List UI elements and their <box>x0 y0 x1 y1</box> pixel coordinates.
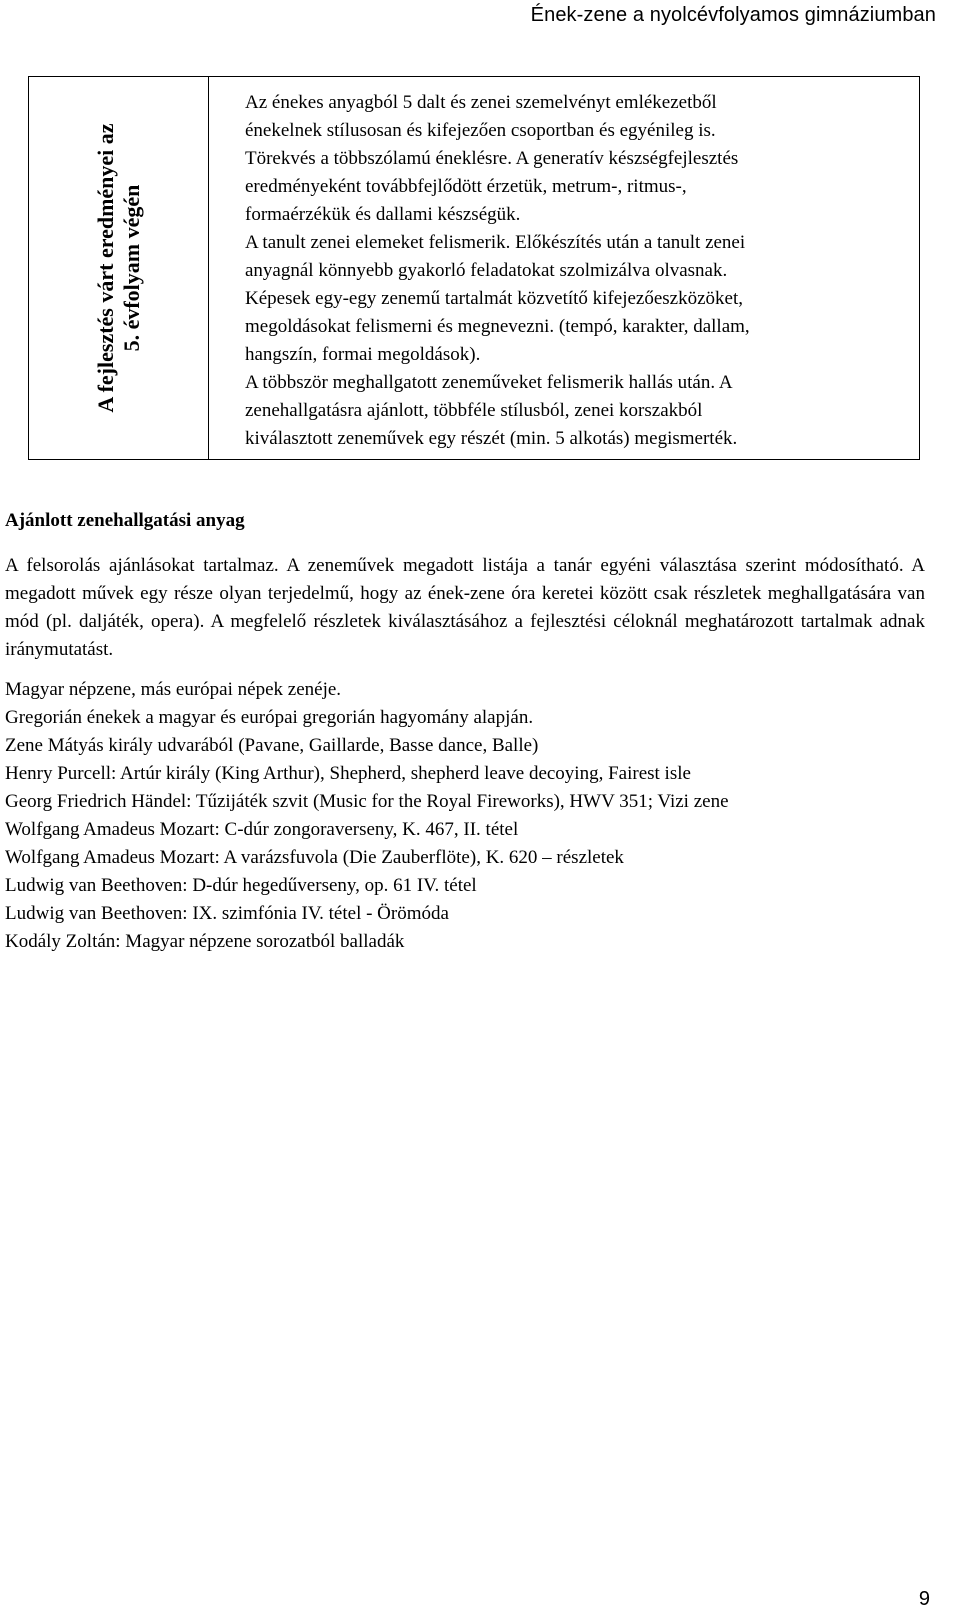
works-list <box>5 676 925 956</box>
page-number: 9 <box>918 1588 930 1610</box>
outcomes-table <box>28 76 920 460</box>
outcome-line: hangszín, formai megoldások). <box>245 344 481 365</box>
outcomes-label-line-2: 5. évfolyam végén <box>118 184 144 352</box>
outcome-line: A tanult zenei elemeket felismerik. Előkészítés után a tanult zenei <box>245 232 746 253</box>
outcome-line: Képesek egy-egy zenemű tartalmát közvetítő kifejezőeszközöket, <box>245 288 743 309</box>
section-heading: Ajánlott zenehallgatási anyag <box>5 510 245 531</box>
list-item: Ludwig van Beethoven: IX. szimfónia IV. tétel - Örömóda <box>5 903 449 924</box>
outcome-line: Törekvés a többszólamú éneklésre. A generatív készségfejlesztés <box>245 148 739 169</box>
outcomes-content-cell <box>209 77 919 459</box>
list-item: Magyar népzene, más európai népek zenéje. <box>5 679 342 700</box>
outcome-line: formaérzékük és dallami készségük. <box>245 204 521 225</box>
intro-paragraph: A felsorolás ajánlásokat tartalmaz. A zeneművek megadott listája a tanár egyéni választása szerint módosítható. A megadott művek egy része olyan terjedelmű, hogy az ének-zene óra keretei között csak részletek meghallgatására van mód (pl. daljáték, opera). A megfelelő részletek kiválasztásához a fejlesztési céloknál meghatározott tartalmak adnak iránymutatást. <box>5 555 925 660</box>
list-item: Kodály Zoltán: Magyar népzene sorozatból balladák <box>5 931 405 952</box>
outcome-line: énekelnek stílusosan és kifejezően csoportban és egyénileg is. <box>245 120 716 141</box>
outcome-line: anyagnál könnyebb gyakorló feladatokat szolmizálva olvasnak. <box>245 260 728 281</box>
outcome-line: eredményeként továbbfejlődött érzetük, metrum-, ritmus-, <box>245 176 687 197</box>
list-item: Zene Mátyás király udvarából (Pavane, Gaillarde, Basse dance, Balle) <box>5 735 539 756</box>
list-item: Wolfgang Amadeus Mozart: A varázsfuvola (Die Zauberflöte), K. 620 – részletek <box>5 847 624 868</box>
outcomes-label <box>93 98 145 438</box>
outcomes-label-cell <box>29 77 209 459</box>
outcome-line: kiválasztott zeneművek egy részét (min. 5 alkotás) megismerték. <box>245 428 738 449</box>
outcome-line: megoldásokat felismerni és megnevezni. (tempó, karakter, dallam, <box>245 316 750 337</box>
list-item: Georg Friedrich Händel: Tűzijáték szvit (Music for the Royal Fireworks), HWV 351; Vizi zene <box>5 791 729 812</box>
outcome-line: zenehallgatásra ajánlott, többféle stílusból, zenei korszakból <box>245 400 703 421</box>
list-item: Wolfgang Amadeus Mozart: C-dúr zongoraverseny, K. 467, II. tétel <box>5 819 519 840</box>
running-header: Ének-zene a nyolcévfolyamos gimnáziumban <box>530 4 936 26</box>
outcome-line: Az énekes anyagból 5 dalt és zenei szemelvényt emlékezetből <box>245 92 717 113</box>
list-item: Ludwig van Beethoven: D-dúr hegedűverseny, op. 61 IV. tétel <box>5 875 477 896</box>
outcome-line: A többször meghallgatott zeneműveket felismerik hallás után. A <box>245 372 733 393</box>
outcomes-label-line-1: A fejlesztés várt eredményei az <box>92 123 118 413</box>
list-item: Gregorián énekek a magyar és európai gregorián hagyomány alapján. <box>5 707 534 728</box>
list-item: Henry Purcell: Artúr király (King Arthur), Shepherd, shepherd leave decoying, Fairest isle <box>5 763 691 784</box>
